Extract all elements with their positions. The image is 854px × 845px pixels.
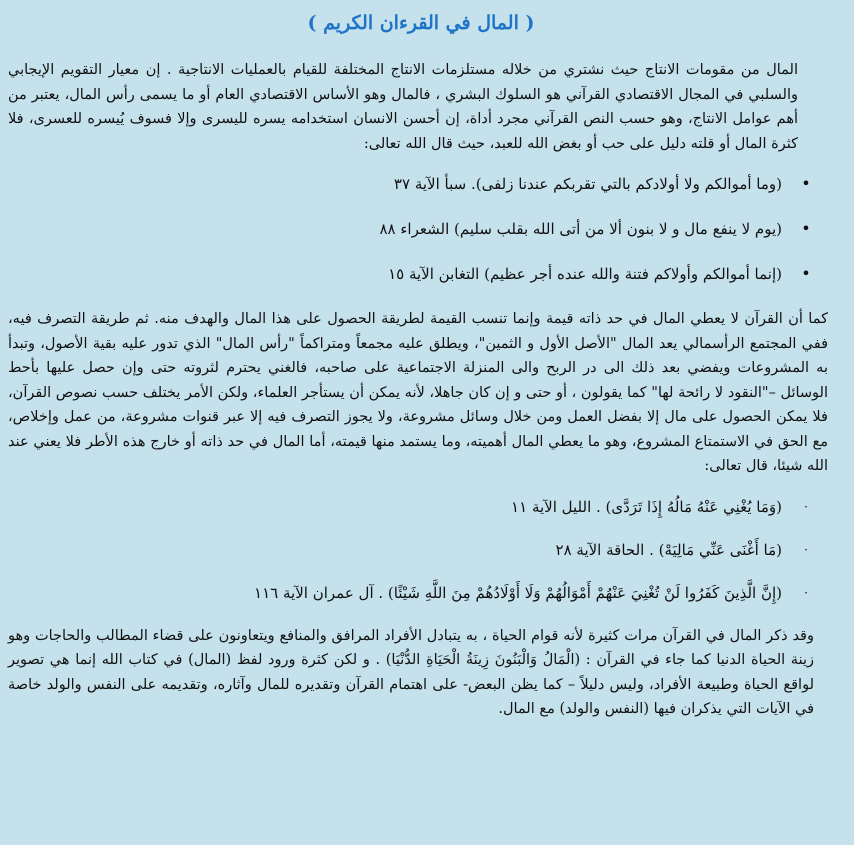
verse-text: (وما أموالكم ولا أولادكم بالتي تقربكم عندنا زلفى). سبأ الآية ٣٧ [393,175,782,193]
page-title: ( المال في القرءان الكريم ) [307,12,535,34]
list-item [8,538,834,562]
verse-text: (وَمَا يُغْنِي عَنْهُ مَالُهُ إِذَا تَرَدَّى) . الليل الآية ١١ [511,497,782,516]
bullet-icon: · [804,542,808,557]
bullet-icon: • [801,174,811,193]
bullet-icon: • [801,264,811,283]
list-item [8,172,834,196]
list-item [8,217,834,241]
verse-text: (إنما أموالكم وأولاكم فتنة والله عنده أجر عظيم) التغابن الآية ١٥ [388,265,782,283]
verse-list-1 [8,172,834,286]
bullet-icon: · [804,585,808,600]
verse-list-2 [8,495,834,605]
verse-text: (إِنَّ الَّذِينَ كَفَرُوا لَنْ تُغْنِيَ عَنْهُمْ أَمْوَالُهُمْ وَلَا أَوْلَادُهُمْ مِنَ اللَّهِ شَيْئًا) . آل عمران الآية ١١٦ [254,583,782,602]
intro-paragraph: المال من مقومات الانتاج حيث نشتري من خلاله مستلزمات الانتاج المختلفة للقيام بالعمليات الانتاجية . إن معيار التقويم الإيجابي والسلبي في المجال الاقتصادي القرآني هو السلوك البشري ، فالمال وهو الأساس الاقتصادي العام أو ما يسمى رأس المال، يعتبر من أهم عوامل الانتاج، وهو حسب النص القرآني مجرد أداة، إن أحسن الانسان استخدامه يسره لليسرى وإلا فسوف يُيسره للعسرى، فلا كثرة المال أو قلته دليل على حب أو بغض الله للعبد، حيث قال الله تعالى: [8,62,798,152]
list-item [8,581,834,605]
verse-text: (مَا أَغْنَى عَنِّي مَالِيَهْ) . الحاقة الآية ٢٨ [555,540,782,559]
list-item [8,262,834,286]
verse-text: (يوم لا ينفع مال و لا بنون ألا من أتى الله بقلب سليم) الشعراء ٨٨ [379,220,782,238]
body-paragraph-2: كما أن القرآن لا يعطي المال في حد ذاته قيمة وإنما تنسب القيمة لطريقة الحصول على هذا المال والهدف منه. ثم طريقة التصرف فيه، ففي المجتمع الرأسمالي يعد المال "الأصل الأول و الثمين"، ويطلق عليه مجمعاً ومتراكماً "رأس المال" الذي تدور عليه بقية الأصول، وتبدأ به المشروعات ويفضي بعد ذلك الى در الربح والى المنزلة الاجتماعية على صاحبه، فالغني يحترم لثروته حتى وإن حصل عليها بأحط الوسائل –"النقود لا رائحة لها" كما يقولون ، أو حتى و إن كان جاهلا، لأنه يمكن أن يستأجر العلماء، ولكن الأمر يختلف حسب نصوص القرآن، فلا يمكن الحصول على مال إلا بفضل العمل ومن خلال وسائل مشروعة، ولا يجوز التصرف فيه إلا عبر قنوات مشروعة، من عمل وإخلاص، مع الحق في الاستمتاع المشروع، وهو ما يعطي المال أهميته، وما يستمد منها قيمته، أما المال في حد ذاته أو خارج هذه الأطر فلا يعني عند الله شيئا، قال تعالى: [8,311,828,474]
body-paragraph-3: وقد ذكر المال في القرآن مرات كثيرة لأنه قوام الحياة ، به يتبادل الأفراد المرافق والمنافع ويتعاونون على قضاء المطالب والحاجات وهو زينة الحياة الدنيا كما جاء في القرآن : (الْمَالُ وَالْبَنُونَ زِينَةُ الْحَيَاةِ الدُّنْيَا) . و لكن كثرة ورود لفظ (المال) في كتاب الله إنما هي تصوير لواقع الحياة وطبيعة الأفراد، وليس دليلاً – كما يظن البعض- على اهتمام القرآن وتقديره للمال وآثاره، وتقديمه على النفس والولد خاصة في الآيات التي يذكران فيها (النفس والولد) مع المال. [8,627,814,717]
bullet-icon: · [804,499,808,514]
list-item [8,495,834,519]
bullet-icon: • [801,219,811,238]
